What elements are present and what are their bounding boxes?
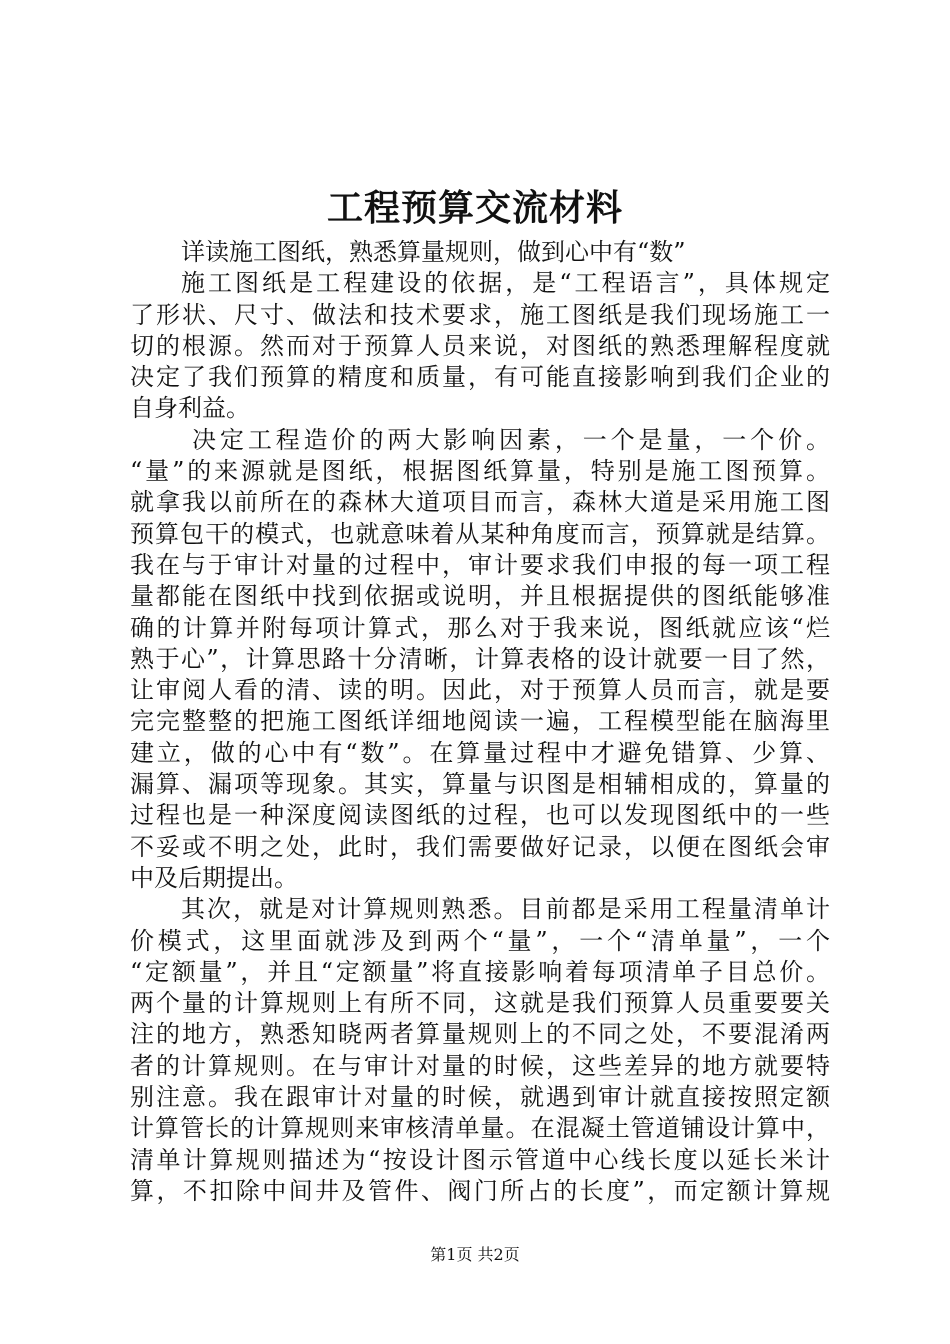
text-line: 熟于心”，计算思路十分清晰，计算表格的设计就要一目了然， [130,644,830,673]
text-line: 其次，就是对计算规则熟悉。目前都是采用工程量清单计 [181,895,830,924]
text-line: 别注意。我在跟审计对量的时候，就遇到审计就直接按照定额 [130,1083,830,1112]
text-line: 计算管长的计算规则来审核清单量。在混凝土管道铺设计算中， [130,1114,830,1143]
text-line: 就拿我以前所在的森林大道项目而言，森林大道是采用施工图 [130,488,830,517]
text-line: 注的地方，熟悉知晓两者算量规则上的不同之处，不要混淆两 [130,1020,830,1049]
text-line: 让审阅人看的清、读的明。因此，对于预算人员而言，就是要 [130,676,830,705]
document-body [130,237,830,1207]
text-line: 算，不扣除中间井及管件、阀门所占的长度”，而定额计算规 [130,1176,830,1205]
text-line: 确的计算并附每项计算式，那么对于我来说，图纸就应该“烂 [130,613,830,642]
text-line: 不妥或不明之处，此时，我们需要做好记录，以便在图纸会审 [130,832,830,861]
text-line: 建立，做的心中有“数”。在算量过程中才避免错算、少算、 [130,738,830,767]
text-line: 预算包干的模式，也就意味着从某种角度而言，预算就是结算。 [130,519,830,548]
section-heading: 详读施工图纸，熟悉算量规则，做到心中有“数” [181,238,686,266]
page-number-footer: 第1页 共2页 [430,1245,520,1264]
text-line: 我在与于审计对量的过程中，审计要求我们申报的每一项工程 [130,550,830,579]
text-line: 施工图纸是工程建设的依据，是“工程语言”，具体规定 [181,269,830,298]
text-line: 两个量的计算规则上有所不同，这就是我们预算人员重要要关 [130,989,830,1018]
text-line: 了形状、尺寸、做法和技术要求，施工图纸是我们现场施工一 [130,300,830,329]
text-line: 自身利益。 [130,394,250,423]
text-line: 量都能在图纸中找到依据或说明，并且根据提供的图纸能够准 [130,582,830,611]
text-line: 漏算、漏项等现象。其实，算量与识图是相辅相成的，算量的 [130,770,830,799]
text-line: 完完整整的把施工图纸详细地阅读一遍，工程模型能在脑海里 [130,707,830,736]
text-line: 过程也是一种深度阅读图纸的过程，也可以发现图纸中的一些 [130,801,830,830]
text-line: 清单计算规则描述为“按设计图示管道中心线长度以延长米计 [130,1145,830,1174]
text-line: 决定了我们预算的精度和质量，有可能直接影响到我们企业的 [130,363,830,392]
text-line: 中及后期提出。 [130,863,298,892]
document-title: 工程预算交流材料 [326,187,623,229]
text-line: 价模式，这里面就涉及到两个“量”，一个“清单量”，一个 [130,926,830,955]
text-line: 决定工程造价的两大影响因素，一个是量，一个价。 [192,425,830,454]
text-line: “量”的来源就是图纸，根据图纸算量，特别是施工图预算。 [130,457,830,486]
text-line: 者的计算规则。在与审计对量的时候，这些差异的地方就要特 [130,1051,830,1080]
text-line: 切的根源。然而对于预算人员来说，对图纸的熟悉理解程度就 [130,331,830,360]
text-line: “定额量”，并且“定额量”将直接影响着每项清单子目总价。 [130,957,830,986]
